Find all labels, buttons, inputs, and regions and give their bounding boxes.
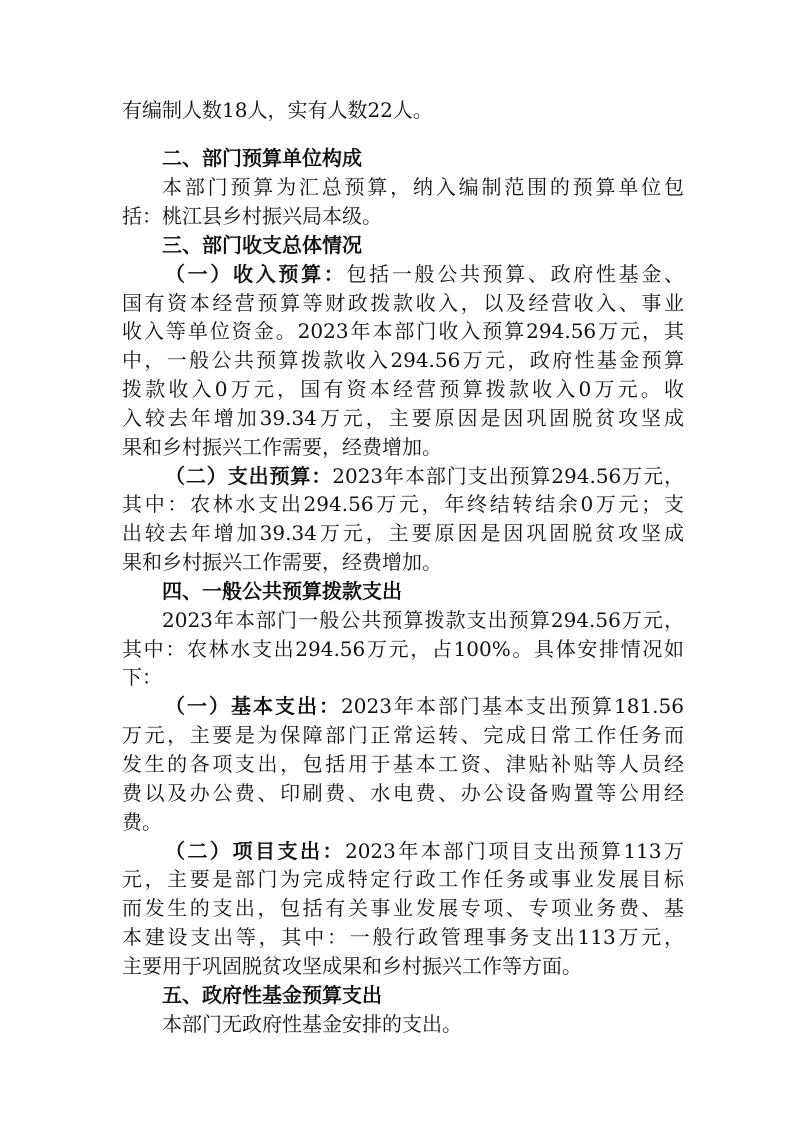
section-heading xyxy=(162,577,684,605)
section-heading xyxy=(162,231,684,259)
subsection-line xyxy=(165,692,684,720)
paragraph-line: 2023年本部门一般公共预算拨款支出预算294.56万元， xyxy=(162,608,684,632)
subsection-line xyxy=(165,260,684,288)
paragraph-line: 其中：农林水支出294.56万元，年终结转结余0万元；支 xyxy=(122,492,684,516)
paragraph-line: 下： xyxy=(122,665,162,689)
heading-text: 三、部门收支总体情况 xyxy=(162,233,362,257)
paragraph-line: 费。 xyxy=(122,810,162,834)
paragraph-line: 本部门预算为汇总预算，纳入编制范围的预算单位包 xyxy=(162,175,684,199)
paragraph-line: 国有资本经营预算等财政拨款收入，以及经营收入、事业 xyxy=(122,291,684,315)
heading-text: 二、部门预算单位构成 xyxy=(162,146,362,170)
paragraph-text: 2023年本部门支出预算294.56万元， xyxy=(332,464,684,488)
paragraph-line: 收入等单位资金。2023年本部门收入预算294.56万元，其 xyxy=(122,319,684,343)
paragraph-line: 有编制人数18人，实有人数22人。 xyxy=(122,98,433,122)
subsection-title: （一）基本支出： xyxy=(165,694,342,718)
paragraph-line: 果和乡村振兴工作需要，经费增加。 xyxy=(122,550,442,574)
section-heading xyxy=(162,144,684,172)
paragraph-text: 2023年本部门基本支出预算181.56 xyxy=(341,694,684,718)
paragraph-text: 包括一般公共预算、政府性基金、 xyxy=(346,262,685,286)
paragraph-text: 2023年本部门项目支出预算113万 xyxy=(344,839,684,863)
subsection-title: （二）支出预算： xyxy=(165,464,333,488)
section-heading xyxy=(162,981,684,1009)
paragraph-line: 本建设支出等，其中：一般行政管理事务支出113万元， xyxy=(122,925,684,949)
subsection-title: （二）项目支出： xyxy=(165,839,345,863)
paragraph-line: 而发生的支出，包括有关事业发展专项、专项业务费、基 xyxy=(122,896,684,920)
paragraph-line: 其中：农林水支出294.56万元，占100%。具体安排情况如 xyxy=(122,637,684,661)
paragraph-line: 入较去年增加39.34万元，主要原因是因巩固脱贫攻坚成 xyxy=(122,406,684,430)
paragraph-line: 中，一般公共预算拨款收入294.56万元，政府性基金预算 xyxy=(122,348,684,372)
paragraph-line: 主要用于巩固脱贫攻坚成果和乡村振兴工作等方面。 xyxy=(122,954,582,978)
paragraph-line: 元，主要是部门为完成特定行政工作任务或事业发展目标 xyxy=(122,867,684,891)
paragraph-line: 括：桃江县乡村振兴局本级。 xyxy=(122,204,382,228)
paragraph-line: 费以及办公费、印刷费、水电费、办公设备购置等公用经 xyxy=(122,781,684,805)
subsection-line xyxy=(165,462,684,490)
paragraph-line: 发生的各项支出，包括用于基本工资、津贴补贴等人员经 xyxy=(122,752,684,776)
heading-text: 四、一般公共预算拨款支出 xyxy=(162,579,402,603)
heading-text: 五、政府性基金预算支出 xyxy=(162,983,382,1007)
paragraph-line: 出较去年增加39.34万元，主要原因是因巩固脱贫攻坚成 xyxy=(122,521,684,545)
paragraph-line: 拨款收入0万元，国有资本经营预算拨款收入0万元。收 xyxy=(122,377,684,401)
paragraph-line: 万元，主要是为保障部门正常运转、完成日常工作任务而 xyxy=(122,723,684,747)
paragraph-line: 果和乡村振兴工作需要，经费增加。 xyxy=(122,435,442,459)
subsection-line xyxy=(165,837,684,865)
paragraph-line: 本部门无政府性基金安排的支出。 xyxy=(162,1012,462,1036)
subsection-title: （一）收入预算： xyxy=(165,262,347,286)
